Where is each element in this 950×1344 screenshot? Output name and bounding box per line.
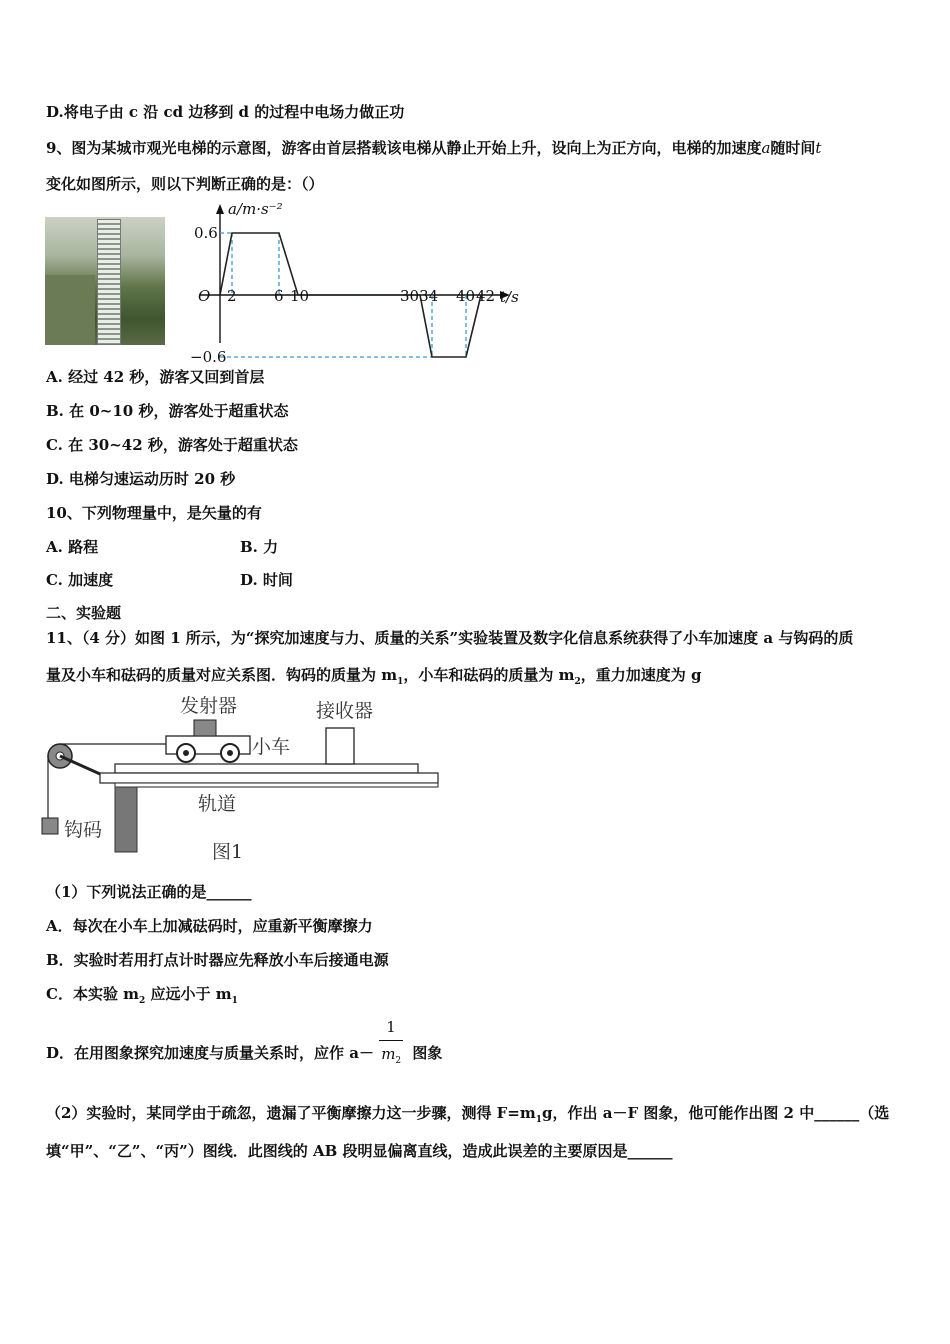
fraction-numerator: 1 — [386, 1018, 396, 1036]
q9-var-a: a — [761, 139, 771, 157]
sub1-option-c — [46, 983, 238, 1006]
cliff-shape — [45, 275, 95, 345]
sub1-option-a: A．每次在小车上加减砝码时，应重新平衡摩擦力 — [46, 917, 373, 935]
hook-weight — [42, 818, 58, 834]
s1d-text-b: 图象 — [412, 1044, 443, 1062]
q11-text-c: ，重力加速度为 g — [580, 666, 702, 684]
table-top — [100, 773, 438, 783]
y-tick-neg: −0.6 — [190, 348, 227, 366]
q10-option-d: D. 时间 — [240, 571, 293, 589]
q11-sub-2: 2 — [574, 677, 581, 687]
x-tick-label: 3034 — [400, 287, 439, 305]
q10-stem: 10、下列物理量中，是矢量的有 — [46, 504, 262, 522]
q11-text-a: 量及小车和砝码的质量对应关系图．钩码的质量为 m — [46, 666, 398, 684]
sub2-sub: 1 — [535, 1115, 543, 1125]
label-receiver: 接收器 — [316, 700, 374, 722]
cart-axle-right — [227, 750, 233, 756]
s1c-sub-2: 1 — [231, 996, 238, 1006]
acceleration-graph — [190, 198, 530, 366]
x-tick-label: 2 — [227, 287, 237, 305]
den-sub: 2 — [395, 1056, 402, 1066]
y-axis-arrow — [216, 204, 224, 214]
elevator-photo — [45, 217, 165, 345]
q9-option-d: D. 电梯匀速运动历时 20 秒 — [46, 470, 236, 488]
q9-option-a: A. 经过 42 秒，游客又回到首层 — [46, 368, 265, 386]
label-cart: 小车 — [252, 736, 291, 758]
s1d-fraction — [379, 1018, 403, 1066]
den-letter: m — [381, 1045, 396, 1063]
q11-text-b: ，小车和砝码的质量为 m — [403, 666, 575, 684]
q9-stem-line2: 变化如图所示，则以下判断正确的是：（） — [46, 175, 324, 193]
x-tick-label: 42 — [476, 287, 496, 305]
s1c-sub-1: 2 — [139, 996, 146, 1006]
table-leg — [115, 787, 137, 852]
fraction-denominator — [381, 1045, 401, 1066]
sub2-text-a: （2）实验时，某同学由于疏忽，遗漏了平衡摩擦力这一步骤，测得 F=m — [46, 1104, 536, 1122]
x-tick-label: 40 — [456, 287, 476, 305]
s1c-text-a: C．本实验 m — [46, 985, 140, 1003]
s1c-text-b: 应远小于 m — [145, 985, 232, 1003]
sub2-line1 — [46, 1102, 889, 1125]
label-emitter: 发射器 — [180, 695, 238, 717]
q9-option-b: B. 在 0~10 秒，游客处于超重状态 — [46, 402, 289, 420]
label-weight: 钩码 — [64, 819, 103, 841]
figure-caption: 图1 — [212, 841, 244, 863]
table-edge — [115, 783, 438, 787]
apparatus-figure — [40, 690, 410, 865]
q9-option-c: C. 在 30~42 秒，游客处于超重状态 — [46, 436, 298, 454]
y-tick-pos: 0.6 — [194, 224, 218, 242]
section-heading: 二、实验题 — [46, 604, 122, 622]
q11-stem-line2 — [46, 664, 701, 687]
cart-axle-left — [183, 750, 189, 756]
label-track: 轨道 — [198, 793, 237, 815]
y-axis-label: a/m·s⁻² — [228, 200, 283, 218]
emitter-box — [194, 720, 216, 736]
sub2-text-b: g，作出 a－F 图象，他可能作出图 2 中______（选 — [542, 1104, 890, 1122]
x-axis-label: t/s — [500, 288, 519, 306]
fraction-bar — [379, 1040, 403, 1041]
x-tick-label: 6 — [274, 287, 284, 305]
s1d-text-a: D．在用图象探究加速度与质量关系时，应作 a－ — [46, 1044, 374, 1062]
q9-stem-text-b: 随时间 — [770, 139, 816, 157]
origin-label: O — [198, 287, 211, 305]
q9-var-t: t — [815, 139, 822, 157]
sub1-option-b: B．实验时若用打点计时器应先释放小车后接通电源 — [46, 951, 389, 969]
q10-option-a: A. 路程 — [46, 538, 99, 556]
q9-stem-text-a: 9、图为某城市观光电梯的示意图，游客由首层搭载该电梯从静止开始上升，设向上为正方向，电梯的加速度 — [46, 139, 762, 157]
q8-option-d: D.将电子由 c 沿 cd 边移到 d 的过程中电场力做正功 — [46, 103, 405, 121]
sub2-line2: 填“甲”、“乙”、“丙”）图线．此图线的 AB 段明显偏离直线，造成此误差的主要原因是______ — [46, 1142, 673, 1160]
q10-option-c: C. 加速度 — [46, 571, 114, 589]
track-board — [115, 764, 418, 773]
x-tick-label: 10 — [290, 287, 310, 305]
elevator-tower — [97, 219, 121, 345]
q11-sub-1: 1 — [397, 677, 404, 687]
q11-stem-line1: 11、（4 分）如图 1 所示，为“探究加速度与力、质量的关系”实验装置及数字化信息系统获得了小车加速度 a 与钩码的质 — [46, 629, 854, 647]
q10-option-b: B. 力 — [240, 538, 279, 556]
receiver-box — [326, 728, 354, 764]
sub1-stem: （1）下列说法正确的是______ — [46, 883, 252, 901]
q9-stem-line1 — [46, 137, 821, 158]
sub1-option-d — [46, 1018, 443, 1066]
